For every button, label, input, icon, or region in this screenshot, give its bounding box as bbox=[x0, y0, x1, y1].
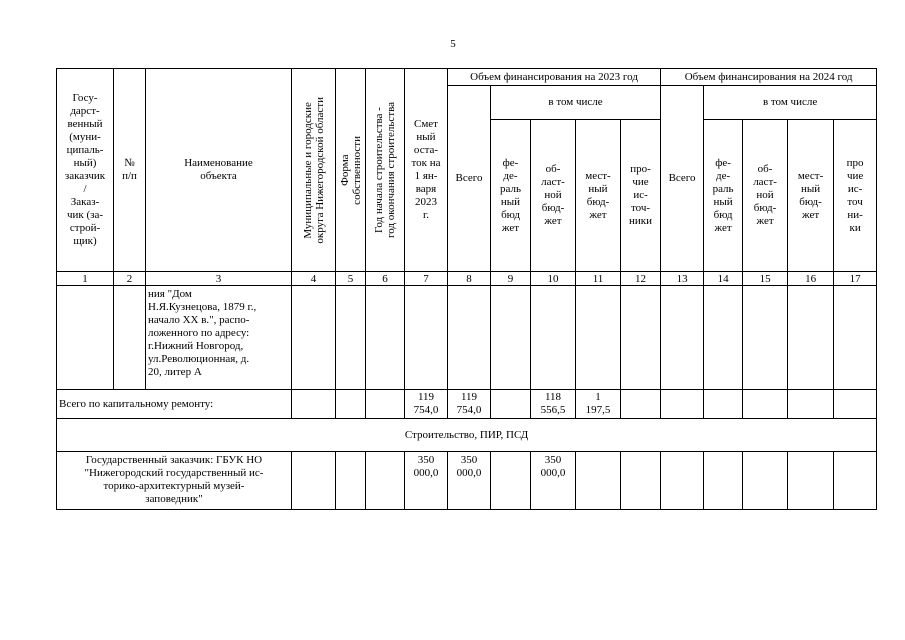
header-local-2023: мест- ный бюд- жет bbox=[576, 120, 621, 272]
cell-empty bbox=[336, 452, 366, 510]
cell-empty bbox=[491, 390, 531, 419]
cell-empty bbox=[491, 452, 531, 510]
col-number: 11 bbox=[576, 272, 621, 286]
capital-regional-2023: 118 556,5 bbox=[531, 390, 576, 419]
cell-empty bbox=[57, 286, 114, 390]
cell-empty bbox=[366, 452, 405, 510]
cell-empty bbox=[704, 286, 743, 390]
col-number: 13 bbox=[661, 272, 704, 286]
col-number: 3 bbox=[146, 272, 292, 286]
cell-empty bbox=[292, 390, 336, 419]
customer-total-2023: 350 000,0 bbox=[448, 452, 491, 510]
cell-empty bbox=[336, 390, 366, 419]
col-number: 2 bbox=[114, 272, 146, 286]
col-number: 9 bbox=[491, 272, 531, 286]
header-years-text: Год начала строительства - год окончания строительства bbox=[373, 102, 397, 238]
cell-empty bbox=[531, 286, 576, 390]
col-number: 4 bbox=[292, 272, 336, 286]
capital-total-estimate: 119 754,0 bbox=[405, 390, 448, 419]
cell-empty bbox=[405, 286, 448, 390]
header-municipal-text: Муниципальные и городские округа Нижегородской области bbox=[301, 96, 326, 244]
cell-empty bbox=[292, 452, 336, 510]
col-number: 15 bbox=[743, 272, 788, 286]
cell-empty bbox=[834, 452, 877, 510]
cell-empty bbox=[621, 286, 661, 390]
header-other-2024: про чие ис- точ ни- ки bbox=[834, 120, 877, 272]
cell-empty bbox=[366, 390, 405, 419]
col-number: 7 bbox=[405, 272, 448, 286]
cell-empty bbox=[292, 286, 336, 390]
cell-empty bbox=[661, 390, 704, 419]
header-estimate: Смет ный оста- ток на 1 ян- варя 2023 г. bbox=[405, 69, 448, 272]
header-name: Наименование объекта bbox=[146, 69, 292, 272]
col-number: 17 bbox=[834, 272, 877, 286]
object-row bbox=[57, 286, 877, 390]
cell-empty bbox=[704, 390, 743, 419]
header-other-2023: про- чие ис- точ- ники bbox=[621, 120, 661, 272]
cell-empty bbox=[743, 452, 788, 510]
financing-table bbox=[56, 68, 877, 510]
cell-empty bbox=[661, 286, 704, 390]
col-number: 16 bbox=[788, 272, 834, 286]
header-incl-2024: в том числе bbox=[704, 86, 877, 120]
col-number: 1 bbox=[57, 272, 114, 286]
cell-empty bbox=[704, 452, 743, 510]
col-number: 10 bbox=[531, 272, 576, 286]
cell-empty bbox=[336, 286, 366, 390]
capital-local-2023: 1 197,5 bbox=[576, 390, 621, 419]
cell-empty bbox=[661, 452, 704, 510]
cell-empty bbox=[114, 286, 146, 390]
header-total-2023: Всего bbox=[448, 86, 491, 272]
cell-empty bbox=[621, 452, 661, 510]
header-federal-2023: фе- де- раль ный бюд жет bbox=[491, 120, 531, 272]
col-number: 14 bbox=[704, 272, 743, 286]
header-ownership-text: Форма собственности bbox=[338, 135, 363, 205]
col-number: 12 bbox=[621, 272, 661, 286]
cell-empty bbox=[834, 286, 877, 390]
col-number: 5 bbox=[336, 272, 366, 286]
customer-row bbox=[57, 452, 877, 510]
cell-empty bbox=[576, 286, 621, 390]
customer-label: Государственный заказчик: ГБУК НО "Нижегородский государственный ис- торико-архитектурный музей- заповедник" bbox=[57, 452, 292, 510]
cell-empty bbox=[788, 390, 834, 419]
header-local-2024: мест- ный бюд- жет bbox=[788, 120, 834, 272]
cell-empty bbox=[491, 286, 531, 390]
section-title: Строительство, ПИР, ПСД bbox=[57, 419, 877, 452]
capital-total-2023: 119 754,0 bbox=[448, 390, 491, 419]
capital-repair-total-row bbox=[57, 390, 877, 419]
section-row bbox=[57, 419, 877, 452]
cell-empty bbox=[366, 286, 405, 390]
header-np: № п/п bbox=[114, 69, 146, 272]
header-regional-2023: об- ласт- ной бюд- жет bbox=[531, 120, 576, 272]
cell-empty bbox=[788, 452, 834, 510]
cell-empty bbox=[743, 390, 788, 419]
header-customer: Госу- дарст- венный (муни- ципаль- ный) заказчик / Заказ- чик (за- строй- щик) bbox=[57, 69, 114, 272]
page-number: 5 bbox=[450, 38, 456, 50]
header-regional-2024: об- ласт- ной бюд- жет bbox=[743, 120, 788, 272]
cell-empty bbox=[834, 390, 877, 419]
header-fin-2024: Объем финансирования на 2024 год bbox=[661, 69, 877, 86]
header-municipal bbox=[292, 69, 336, 272]
col-number: 6 bbox=[366, 272, 405, 286]
col-number: 8 bbox=[448, 272, 491, 286]
customer-regional-2023: 350 000,0 bbox=[531, 452, 576, 510]
cell-empty bbox=[621, 390, 661, 419]
cell-empty bbox=[743, 286, 788, 390]
header-fin-2023: Объем финансирования на 2023 год bbox=[448, 69, 661, 86]
customer-estimate: 350 000,0 bbox=[405, 452, 448, 510]
header-ownership bbox=[336, 69, 366, 272]
header-incl-2023: в том числе bbox=[491, 86, 661, 120]
cell-empty bbox=[576, 452, 621, 510]
cell-empty bbox=[788, 286, 834, 390]
column-number-row bbox=[57, 272, 877, 286]
object-name-cell: ния "Дом Н.Я.Кузнецова, 1879 г., начало XX в.", распо- ложенного по адресу: г.Нижний Новгород, ул.Революционная, д. 20, литер А bbox=[146, 286, 292, 390]
header-years bbox=[366, 69, 405, 272]
header-row-1 bbox=[57, 69, 877, 86]
capital-repair-total-label: Всего по капитальному ремонту: bbox=[57, 390, 292, 419]
header-total-2024: Всего bbox=[661, 86, 704, 272]
header-federal-2024: фе- де- раль ный бюд жет bbox=[704, 120, 743, 272]
cell-empty bbox=[448, 286, 491, 390]
